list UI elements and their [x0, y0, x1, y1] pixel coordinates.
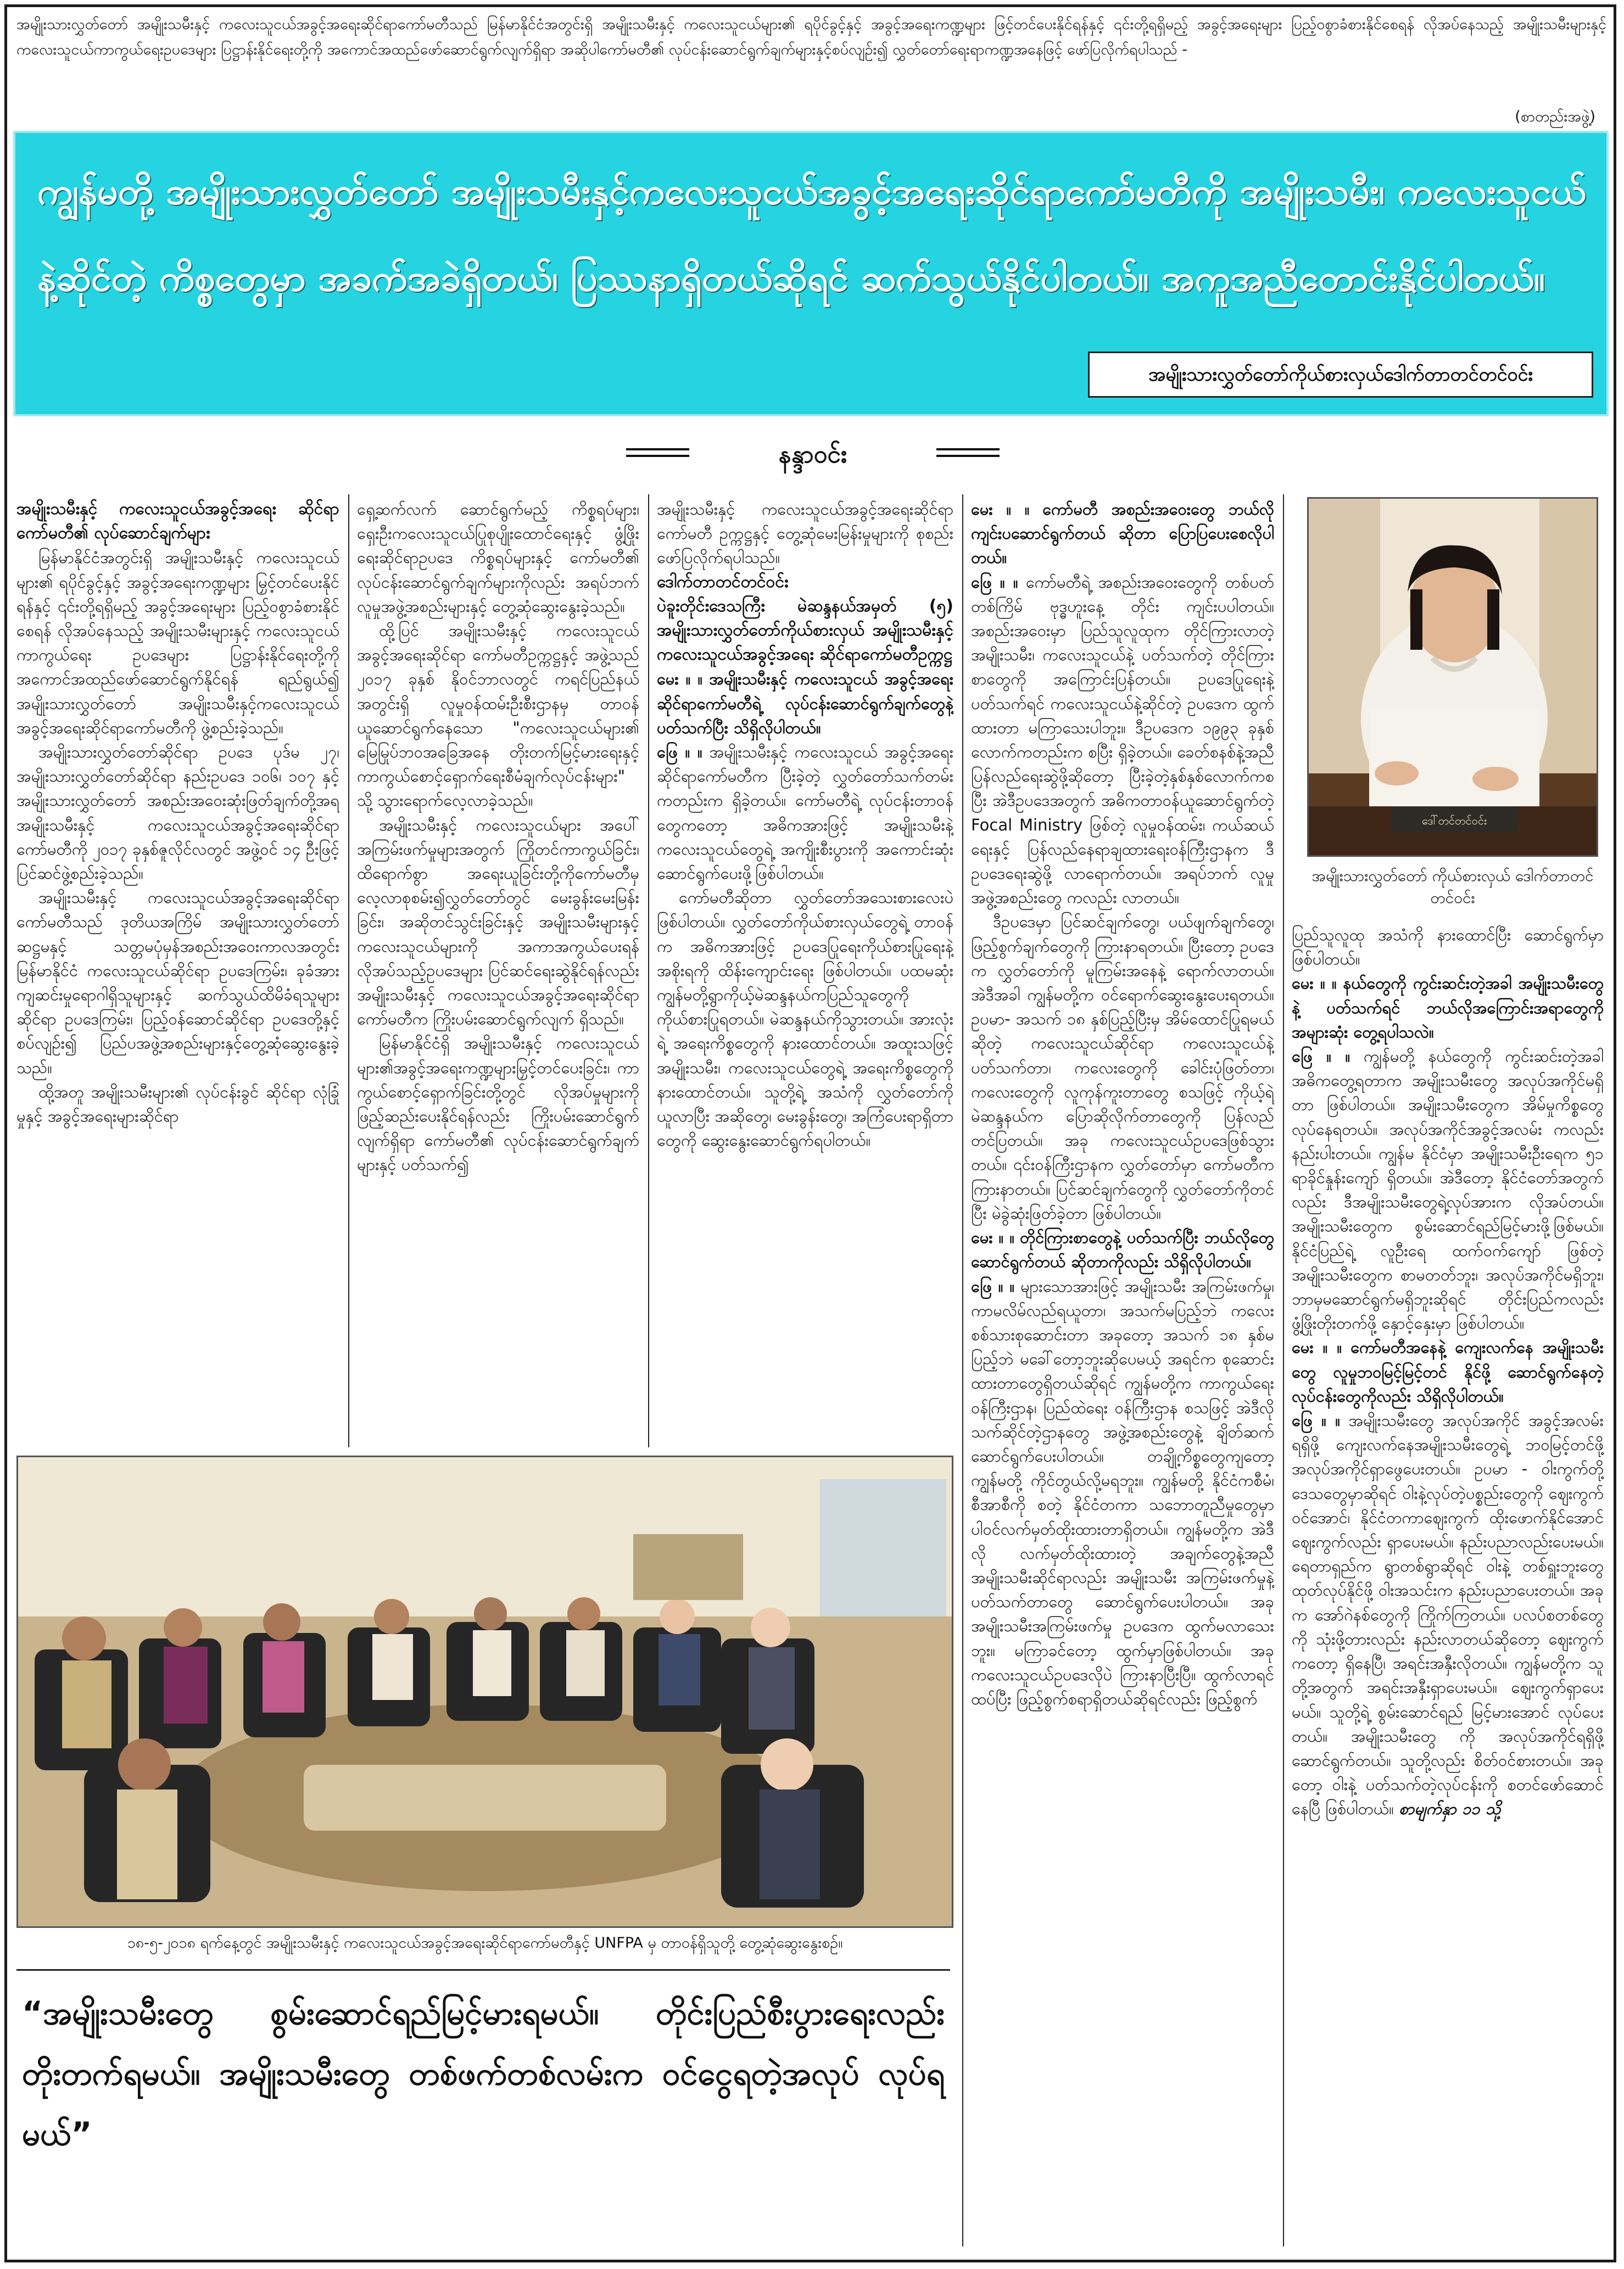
- meeting-illustration: [18, 1457, 953, 1928]
- answer-label: ဖြေ ။ ။: [657, 743, 702, 762]
- question-text: တိုင်ကြားစာတွေနဲ့ ပတ်သက်ပြီး ဘယ်လိုတွေ ဆောင်ရွက်တယ် ဆိုတာကိုလည်း သိရှိလိုပါတယ်။: [971, 1228, 1274, 1272]
- column-divider: [648, 494, 649, 1447]
- question-label: မေး ။ ။: [971, 1228, 1014, 1247]
- intro-text: အမျိုးသားလွှတ်တော် အမျိုးသမီးနှင့် ကလေးသူငယ်အခွင့်အရေးဆိုင်ရာကော်မတီသည် မြန်မာနိုင်ငံအတွင်းရှိ အမျိုးသမီးနှင့် ကလေးသူငယ်များ၏ ရပိုင်ခွင့်နှင့် အခွင့်အရေးကဏ္ဍများ ဖြင့်တင်ပေးနိုင်ရန်နှင့် ၎င်းတို့ရရှိမည့် အခွင့်အရေးများ ပြည့်ဝစွာခံစားနိုင်စေရန် လိုအပ်နေသည့် အမျိုးသမီးများနှင့် ကလေးသူငယ်ကာကွယ်ရေးဥပဒေများ ပြဋ္ဌာန်းနိုင်ရေးတို့ကို အကောင်အထည်ဖော်ဆောင်ရွက်လျက်ရှိရာ အဆိုပါကော်မတီ၏ လုပ်ငန်းဆောင်ရွက်ချက်များနှင့်စပ်လျဉ်း၍ လွှတ်တော်ရေးရာကဏ္ဍအနေဖြင့် ဖော်ပြလိုက်ရပါသည် -: [16, 16, 1606, 58]
- paragraph: အမျိုးသမီးနှင့် ကလေးသူငယ်အခွင့်အရေးဆိုင်ရာကော်မတီသည် ဒုတိယအကြိမ် အမျိုးသားလွှတ်တော် ဆဋ္ဌမနှင့် သတ္တမပုံမှန်အစည်းအဝေးကာလအတွင်း မြန်မာနိုင်ငံ ကလေးသူငယ်ဆိုင်ရာ ဥပဒေကြမ်း၊ ခုခံအားကျဆင်းမှုရောဂါရှိသူများနှင့် ဆက်သွယ်ထိမိခံရသူများဆိုင်ရာ ဥပဒေကြမ်း၊ ပြည့်ဝန်ဆောင်ဆိုင်ရာ ဥပဒေတို့နှင့် စပ်လျဉ်း၍ ပြည်ပအဖွဲ့အစည်းများနှင့်တွေ့ဆုံဆွေးနွေးခဲ့သည်။: [16, 888, 339, 1077]
- paragraph: အမျိုးသမီးနှင့် ကလေးသူငယ်များ အပေါ်အကြမ်းဖက်မှုများအတွက် ကြိုတင်ကာကွယ်ခြင်း၊ ထိရောက်စွာ အရေးယူခြင်းတို့ကိုကော်မတီမှ လေ့လာစုစမ်း၍လွှတ်တော်တွင် မေးခွန်းမေးမြန်းခြင်း၊ အဆိုတင်သွင်းခြင်းနှင့် အမျိုးသမီးများနှင့် ကလေးသူငယ်များကို အကာအကွယ်ပေးရန် လိုအပ်သည့်ဥပဒေများ ပြင်ဆင်ရေးဆွဲနိုင်ရန်လည်း အမျိုးသမီးနှင့် ကလေးသူငယ်အခွင့်အရေးဆိုင်ရာ ကော်မတီက ကြိုးပမ်းဆောင်ရွက်လျက် ရှိသည်။: [357, 815, 639, 1029]
- answer-text: အမျိုးသမီးနှင့် ကလေးသူငယ် အခွင့်အရေးဆိုင်ရာကော်မတီက ပြီးခဲ့တဲ့ လွှတ်တော်သက်တမ်းကတည်းက ရှိခဲ့တယ်။ ကော်မတီရဲ့ လုပ်ငန်းတာဝန်တွေကတော့ အဓိကအားဖြင့် အမျိုးသမီးနဲ့ ကလေးသူငယ်တွေရဲ့ အကျိုးစီးပွားကို အကောင်းဆုံးဆောင်ရွက်ပေးဖို့ဖြစ်ပါတယ်။: [657, 743, 953, 883]
- question-label: မေး ။ ။: [971, 500, 1030, 519]
- meeting-photo: [16, 1456, 953, 1928]
- answer-text: ကော်မတီရဲ့ အစည်းအဝေးတွေကို တစ်ပတ်တစ်ကြိမ် ဗုဒ္ဓဟူးနေ့ တိုင်း ကျင်းပပါတယ်။ အစည်းအဝေးမှာ ပြည်သူလူထုက တိုင်ကြားလာတဲ့ အမျိုးသမီး၊ ကလေးသူငယ်နဲ့ ပတ်သက်တဲ့ တိုင်ကြားစာတွေကို အကြောင်းပြန်တယ်။ ဥပဒေပြုရေးနဲ့ ပတ်သက်ရင် ကလေးသူငယ်နဲ့ဆိုင်တဲ့ ဥပဒေက ထွက်ထားတာ မကြာသေးပါဘူး။ ဒီဥပဒေက ၁၉၉၃ ခုနှစ်လောက်ကတည်းက စပြီး ရှိခဲ့တယ်။ ခေတ်စနစ်နဲ့အညီ ပြန်လည်ရေးဆွဲဖို့ဆိုတော့ ပြီးခဲ့တဲ့နှစ်နှစ်လောက်ကစပြီး အဲဒီဥပဒေအတွက် အဓိကတာဝန်ယူဆောင်ရွက်တဲ့ Focal Ministry ဖြစ်တဲ့ လူမှုဝန်ထမ်း၊ ကယ်ဆယ်ရေးနှင့် ပြန်လည်နေရာချထားရေးဝန်ကြီးဌာနက ဒီဥပဒေရေးဆွဲဖို့ လာရောက်တယ်။ အရပ်ဘက် လူမှုအဖွဲ့အစည်းတွေ ကလည်း လာတယ်။: [971, 572, 1274, 907]
- pullquote-rule-top: [16, 1969, 950, 1971]
- paragraph: ထို့အတူ အမျိုးသမီးများ၏ လုပ်ငန်းခွင် ဆိုင်ရာ လုံခြုံမှုနှင့် အခွင့်အရေးများဆိုင်ရာ: [16, 1082, 339, 1126]
- paragraph: အမျိုးသမီးနှင့် ကလေးသူငယ်အခွင့်အရေးဆိုင်ရာကော်မတီ ဥက္ကဋ္ဌနှင့် တွေ့ဆုံမေးမြန်းမှုများကို စုစည်းဖော်ပြလိုက်ရပါသည်။: [657, 500, 953, 567]
- column-divider: [962, 494, 963, 2246]
- answer-text: များသောအားဖြင့် အမျိုးသမီး အကြမ်းဖက်မှု၊ ကာမလိမ်လည်ရယူတာ၊ အသက်မပြည့်ဘဲ ကလေးစစ်သားစုဆောင်းတာ အခုတော့ အသက် ၁၈ နှစ်မပြည့်ဘဲ မခေါ်တော့ဘူးဆိုပေမယ့် အရင်က စုဆောင်းထားတာတွေရှိတယ်ဆိုရင် ကျွန်မတို့က ကာကွယ်ရေးဝန်ကြီးဌာန၊ ပြည်ထဲရေး ဝန်ကြီးဌာန စသဖြင့် အဲဒီလိုသက်ဆိုင်တဲ့ဌာနတွေ အဖွဲ့အစည်းတွေနဲ့ ချိတ်ဆက်ဆောင်ရွက်ပေးပါတယ်။ တချို့ကိစ္စတွေကျတော့ ကျွန်မတို့ ကိုင်တွယ်လို့မရဘူး။ ကျွန်မတို့ နိုင်ငံကစီမံ၊ စီအာစီကို စတဲ့ နိုင်ငံတကာ သဘောတူညီမှုတွေမှာ ပါဝင်လက်မှတ်ထိုးထားတာရှိတယ်။ ကျွန်မတို့က အဲဒီလို လက်မှတ်ထိုးထားတဲ့ အချက်တွေနဲ့အညီ အမျိုးသမီးဆိုင်ရာလည်း အမျိုးသမီး အကြမ်းဖက်မှုနဲ့ ပတ်သက်တာတွေ ဆောင်ရွက်ပေးပါတယ်။ အခု အမျိုးသမီးအကြမ်းဖက်မှု ဥပဒေက ထွက်မလာသေးဘူး။ မကြာခင်တော့ ထွက်မှာဖြစ်ပါတယ်။ အခု ကလေးသူငယ်ဥပဒေလိုပဲ ကြားနာပြီးပြီ။ ထွက်လာရင် ထပ်ပြီး ဖြည့်စွက်စရာရှိတယ်ဆိုရင်လည်း ဖြည့်စွက်: [971, 1276, 1274, 1708]
- meeting-caption: ၁၈-၅-၂၀၁၈ ရက်နေ့တွင် အမျိုးသမီးနှင့် ကလေးသူငယ်အခွင့်အရေးဆိုင်ရာကော်မတီနှင့် UNFPA မှ တာဝန်ရှိသူတို့ တွေ့ဆုံဆွေးနွေးစဉ်။: [127, 1934, 843, 1952]
- portrait-photo: [1307, 497, 1598, 857]
- article-column-4: [971, 497, 1274, 2252]
- article-column-3: [657, 497, 953, 1447]
- article-column-2: [357, 497, 639, 1447]
- headline-banner: [13, 131, 1609, 416]
- section-heading: အမျိုးသမီးနှင့် ကလေးသူငယ်အခွင့်အရေး ဆိုင်ရာကော်မတီ၏ လုပ်ဆောင်ချက်များ: [16, 499, 339, 543]
- byline-rule-left-2: [626, 455, 689, 457]
- question-text: အမျိုးသမီးနှင့် ကလေးသူငယ် အခွင့်အရေးဆိုင်ရာကော်မတီရဲ့ လုပ်ငန်းဆောင်ရွက်ချက်တွေနဲ့ ပတ်သက်ပြီး သိရှိလိုပါတယ်။: [657, 670, 953, 737]
- paragraph: ထို့ပြင် အမျိုးသမီးနှင့် ကလေးသူငယ်အခွင့်အရေးဆိုင်ရာ ကော်မတီဥက္ကဋ္ဌနှင့် အဖွဲ့သည် ၂၀၁၇ ခုနှစ် နိုဝင်ဘာလတွင် ကရင်ပြည်နယ်အတွင်းရှိ လူမှုဝန်ထမ်းဦးစီးဌာနမှ တာဝန်ယူဆောင်ရွက်နေသော "ကလေးသူငယ်များ၏ မြေမြုပ်ဘဝအခြေအနေ တိုးတက်မြင့်မားရေးနှင့် ကာကွယ်စောင့်ရှောက်ရေးစီမံချက်လုပ်ငန်းများ" သို့ သွားရောက်လေ့လာခဲ့သည်။: [357, 621, 639, 810]
- portrait-caption: အမျိုးသားလွှတ်တော် ကိုယ်စားလှယ် ဒေါက်တာတင်တင်ဝင်း: [1312, 867, 1594, 907]
- paragraph: မြန်မာနိုင်ငံရှိ အမျိုးသမီးနှင့် ကလေးသူငယ်များ၏အခွင့်အရေးကဏ္ဍများမြှင့်တင်ပေးခြင်း၊ ကာကွယ်စောင့်ရှောက်ခြင်းတို့တွင် လိုအပ်မှုများကို ဖြည့်ဆည်းပေးနိုင်ရန်လည်း ကြိုးပမ်းဆောင်ရွက်လျက်ရှိရာ ကော်မတီ၏ လုပ်ငန်းဆောင်ရွက်ချက်များနှင့် ပတ်သက်၍: [357, 1034, 639, 1174]
- interviewee-title: ပဲခူးတိုင်းဒေသကြီး မဲဆန္ဒနယ်အမှတ် (၅) အမျိုးသားလွှတ်တော်ကိုယ်စားလှယ် အမျိုးသမီးနှင့် ကလေးသူငယ်အခွင့်အရေး ဆိုင်ရာကော်မတီဥက္ကဋ္ဌ: [657, 596, 953, 665]
- editorial-credit: (စာတည်းအဖွဲ့): [1515, 108, 1595, 125]
- intro-paragraph: [16, 12, 1606, 127]
- answer-label: ဖြေ ။ ။: [1292, 1411, 1341, 1430]
- paragraph: ပြည်သူလူထု အသံကို နားထောင်ပြီး ဆောင်ရွက်မှာ ဖြစ်ပါတယ်။: [1292, 926, 1604, 969]
- column-divider: [1283, 494, 1284, 2246]
- speaker-attribution: အမျိုးသားလွှတ်တော်ကိုယ်စားလှယ်ဒေါက်တာတင်တင်ဝင်း: [1088, 352, 1593, 398]
- paragraph: ရှေ့ဆက်လက် ဆောင်ရွက်မည့် ကိစ္စရပ်များ၊ ရှေးဦးကလေးသူငယ်ပြုစုပျိုးထောင်ရေးနှင့် ဖွံ့ဖြိုးရေးဆိုင်ရာဥပဒေ ကိစ္စရပ်များနှင့် ကော်မတီ၏ လုပ်ငန်းဆောင်ရွက်ချက်များကိုလည်း အရပ်ဘက်လူမှုအဖွဲ့အစည်းများနှင့် တွေ့ဆုံဆွေးနွေးခဲ့သည်။: [357, 500, 639, 616]
- pullquote: “အမျိုးသမီးတွေ စွမ်းဆောင်ရည်မြင့်မားရမယ်။ တိုင်းပြည်စီးပွားရေးလည်း တိုးတက်ရမယ်။ အမျိုးသမီးတွေ တစ်ဖက်တစ်လမ်းက ဝင်ငွေရတဲ့အလုပ် လုပ်ရမယ်”: [22, 1994, 945, 2153]
- byline: [626, 433, 1000, 477]
- answer-text: ကျွန်မတို့ နယ်တွေကို ကွင်းဆင်းတဲ့အခါ အဓိကတွေ့ရတာက အမျိုးသမီးတွေ အလုပ်အကိုင်မရှိတာ ဖြစ်ပါတယ်။ အမျိုးသမီးတွေက အိမ်မှုကိစ္စတွေ လုပ်နေရတယ်။ အလုပ်အကိုင်အခွင့်အလမ်း ကလည်း နည်းပါးတယ်။ ကျွန်မ နိုင်ငံမှာ အမျိုးသမီးဦးရေက ၅၁ ရာခိုင်နှုန်းကျော် ရှိတယ်။ အဲဒီတော့ နိုင်ငံတော်အတွက်လည်း ဒီအမျိုးသမီးတွေရဲ့လုပ်အားက လိုအပ်တယ်။ အမျိုးသမီးတွေက စွမ်းဆောင်ရည်မြင့်မားဖို့ဖြစ်မယ်။ နိုင်ငံပြည်ရဲ့ လူဦးရေ ထက်ဝက်ကျော် ဖြစ်တဲ့ အမျိုးသမီးတွေက စာမတတ်ဘူး၊ အလုပ်အကိုင်မရှိဘူး၊ ဘာမှမဆောင်ရွက်မရှိဘူးဆိုရင် တိုင်းပြည်ကလည်း ဖွံ့ဖြိုးတိုးတက်ဖို့ နှောင့်နှေးမှာ ဖြစ်ပါတယ်။: [1292, 1047, 1604, 1333]
- answer-text: အမျိုးသမီးတွေ အလုပ်အကိုင် အခွင့်အလမ်းရရှိဖို့ ကျေးလက်နေအမျိုးသမီးတွေရဲ့ ဘဝမြင့်တင်ဖို့ အလုပ်အကိုင်ရှာဖွေပေးတယ်။ ဥပမာ - ဝါးကွက်တို့ ဒေသတွေမှာဆိုရင် ဝါးနဲ့လုပ်တဲ့ပစ္စည်းတွေကို ဈေးကွက်ဝင်အောင်၊ နိုင်ငံတကာဈေးကွက် ထိုးဖောက်နိုင်အောင် ဈေးကွက်လည်း ရှာပေးမယ်။ နည်းပညာလည်းပေးမယ်။ ရေတာရှည်က ရွာတစ်ရွာဆိုရင် ဝါးနဲ့ တစ်ရှူးဘူးတွေ ထုတ်လုပ်နိုင်ဖို့ ဝါးအသင်းက နည်းပညာပေးတယ်။ အခုက အော်ဂဲနစ်တွေကို ကြိုက်ကြတယ်။ ပလပ်စတစ်တွေကို သုံးဖို့တားလည်း နည်းလာတယ်ဆိုတော့ ဈေးကွက်ကတော့ ရှိနေပြီ၊ အရင်းအနှီးလိုတယ်။ ကျွန်မတို့က သူတို့အတွက် အရင်းအနှီးရှာပေးမယ်။ ဈေးကွက်ရှာပေးမယ်။ သူတို့ရဲ့ စွမ်းဆောင်ရည် မြင့်မားအောင် လုပ်ပေးတယ်။ အမျိုးသမီးတွေ ကို အလုပ်အကိုင်ရရှိဖို့ ဆောင်ရွက်တယ်။ သူတို့လည်း စိတ်ဝင်စားတယ်။ အခုတော့ ဝါးနဲ့ ပတ်သက်တဲ့လုပ်ငန်းကို စတင်ဖော်ဆောင်နေပြီ ဖြစ်ပါတယ်။: [1292, 1411, 1604, 1819]
- question-text: ကော်မတီအနေနဲ့ ကျေးလက်နေ အမျိုးသမီးတွေ လူမှုဘဝမြင့်မြင့်တင် နိုင်ဖို့ ဆောင်ရွက်နေတဲ့ လုပ်ငန်းတွေကိုလည်း သိရှိလိုပါတယ်။: [1292, 1338, 1604, 1406]
- nameplate-text: ဒေါ်တင်တင်ဝင်း: [1421, 814, 1487, 827]
- column-divider: [348, 494, 349, 1447]
- author-name: နန္ဒာဝင်း: [779, 441, 847, 469]
- paragraph: အမျိုးသားလွှတ်တော်ဆိုင်ရာ ဥပဒေ ပုဒ်မ ၂၇၊ အမျိုးသားလွှတ်တော်ဆိုင်ရာ နည်းဥပဒေ ၁၀၆၊ ၁၀၇ နှင့် အမျိုးသားလွှတ်တော် အစည်းအဝေးဆုံးဖြတ်ချက်တို့အရ အမျိုးသမီးနှင့် ကလေးသူငယ်အခွင့်အရေးဆိုင်ရာ ကော်မတီကို ၂၀၁၇ ခုနှစ်ဇူလိုင်လတွင် အဖွဲ့ဝင် ၁၄ ဦးဖြင့် ပြင်ဆင်ဖွဲ့စည်းခဲ့သည်။: [16, 743, 339, 883]
- question-text: နယ်တွေကို ကွင်းဆင်းတဲ့အခါ အမျိုးသမီးတွေနဲ့ ပတ်သက်ရင် ဘယ်လိုအကြောင်းအရာတွေကို အများဆုံး တွေ့ရပါသလဲ။: [1292, 974, 1604, 1041]
- paragraph: မြန်မာနိုင်ငံအတွင်းရှိ အမျိုးသမီးနှင့် ကလေးသူငယ်များ၏ ရပိုင်ခွင့်နှင့် အခွင့်အရေးကဏ္ဍများ မြှင့်တင်ပေးနိုင်ရန်နှင့် ၎င်းတို့ရရှိမည့် အခွင့်အရေးများ ပြည့်ဝစွာခံစားနိုင်စေရန် လိုအပ်နေသည့် အမျိုးသမီးများနှင့် ကလေးသူငယ်ကာကွယ်ရေး ဥပဒေများ ပြဋ္ဌာန်းနိုင်ရေးတို့ကို အကောင်အထည်ဖော်ဆောင်ရွက်နိုင်ရန် ရည်ရွယ်၍ အမျိုးသားလွှတ်တော် အမျိုးသမီးနှင့်ကလေးသူငယ် အခွင့်အရေးဆိုင်ရာကော်မတီကို ဖွဲ့စည်းခဲ့သည်။: [16, 548, 339, 737]
- article-column-5: [1292, 923, 1604, 2252]
- question-text: ကော်မတီ အစည်းအဝေးတွေ ဘယ်လိုကျင်းပဆောင်ရွက်တယ် ဆိုတာ ပြောပြပေးစေလိုပါတယ်။: [971, 500, 1274, 567]
- answer-label: ဖြေ ။ ။: [1292, 1047, 1350, 1066]
- byline-rule-right-2: [936, 455, 1000, 457]
- article-column-1: [16, 497, 339, 1447]
- question-label: မေး ။ ။: [1292, 974, 1337, 993]
- question-label: မေး ။ ။: [1292, 1338, 1342, 1357]
- byline-rule-right: [936, 448, 1000, 450]
- byline-rule-left: [626, 448, 689, 450]
- headline-quote: ကျွန်မတို့ အမျိုးသားလွှတ်တော် အမျိုးသမီးနှင့်ကလေးသူငယ်အခွင့်အရေးဆိုင်ရာကော်မတီကို အမျိုးသမီး၊ ကလေးသူငယ်နဲ့ဆိုင်တဲ့ ကိစ္စတွေမှာ အခက်အခဲရှိတယ်၊ ပြဿနာရှိတယ်ဆိုရင် ဆက်သွယ်နိုင်ပါတယ်။ အကူအညီတောင်းနိုင်ပါတယ်။: [37, 170, 1586, 299]
- continued-on: စာမျက်နှာ ၁၁ သို့: [1399, 1799, 1501, 1819]
- paragraph: ဒီဥပဒေမှာ ပြင်ဆင်ချက်တွေ၊ ပယ်ဖျက်ချက်တွေ၊ ဖြည့်စွက်ချက်တွေကို ကြားနာရတယ်။ ပြီးတော့ ဥပဒေက လွှတ်တော်ကို မူကြမ်းအနေနဲ့ ရောက်လာတယ်။ အဲဒီအခါ ကျွန်မတို့က ဝင်ရောက်ဆွေးနွေးပေးရတယ်။ ဥပမာ- အသက် ၁၈ နှစ်ပြည့်ပြီးမှ အိမ်ထောင်ပြုရမယ်ဆိုတဲ့ ကလေးသူငယ်ဆိုင်ရာ ကလေးသူငယ်နဲ့ ပတ်သက်တာ၊ ကလေးတွေကို ခေါင်းပုံဖြတ်တာ၊ ကလေးတွေကို လူကုန်ကူးတာတွေ စသဖြင့် ကိုယ့်ရဲ့ မဲဆန္ဒနယ်က ပြောဆိုလိုက်တာတွေကို ပြန်လည်တင်ပြတယ်။ အခု ကလေးသူငယ်ဥပဒေဖြစ်သွားတယ်။ ၎င်းဝန်ကြီးဌာနက လွှတ်တော်မှာ ကော်မတီကကြားနာတယ်။ ပြင်ဆင်ချက်တွေကို လွှတ်တော်ကိုတင်ပြီး မဲခွဲဆုံးဖြတ်ခဲ့တာ ဖြစ်ပါတယ်။: [971, 912, 1274, 1223]
- answer-label: ဖြေ ။ ။: [971, 572, 1018, 592]
- question-label: မေး ။ ။: [657, 670, 703, 689]
- answer-label: ဖြေ ။ ။: [971, 1276, 1015, 1296]
- paragraph: ကော်မတီဆိုတာ လွှတ်တော်အသေးစားလေးပဲဖြစ်ပါတယ်။ လွှတ်တော်ကိုယ်စားလှယ်တွေရဲ့ တာဝန်က အဓိကအားဖြင့် ဥပဒေပြုရေးကိုယ်စားပြုရေးနဲ့ အစိုးရကို ထိန်းကျောင်းရေး ဖြစ်ပါတယ်။ ပထမဆုံး ကျွန်မတို့ရွာကိုယ့်မဲဆန္ဒနယ်ကပြည်သူတွေကို ကိုယ်စားပြုရတယ်။ မဲဆန္ဒနယ်ကိုသွားတယ်။ အားလုံးရဲ့ အရေးကိစ္စတွေကို နားထောင်တယ်။ အထူးသဖြင့် အမျိုးသမီး၊ ကလေးသူငယ်တွေရဲ့ အရေးကိစ္စတွေကို နားထောင်တယ်။ သူတို့ရဲ့ အသံကို လွှတ်တော်ကိုယူလာပြီး အဆိုတွေ၊ မေးခွန်းတွေ၊ အကြံပေးရာရှိတာတွေကို ဆွေးနွေးဆောင်ရွက်ရပါတယ်။: [657, 888, 953, 1150]
- interviewee-name: ဒေါက်တာတင်တင်ဝင်း: [657, 572, 789, 592]
- portrait-illustration: [1309, 499, 1598, 857]
